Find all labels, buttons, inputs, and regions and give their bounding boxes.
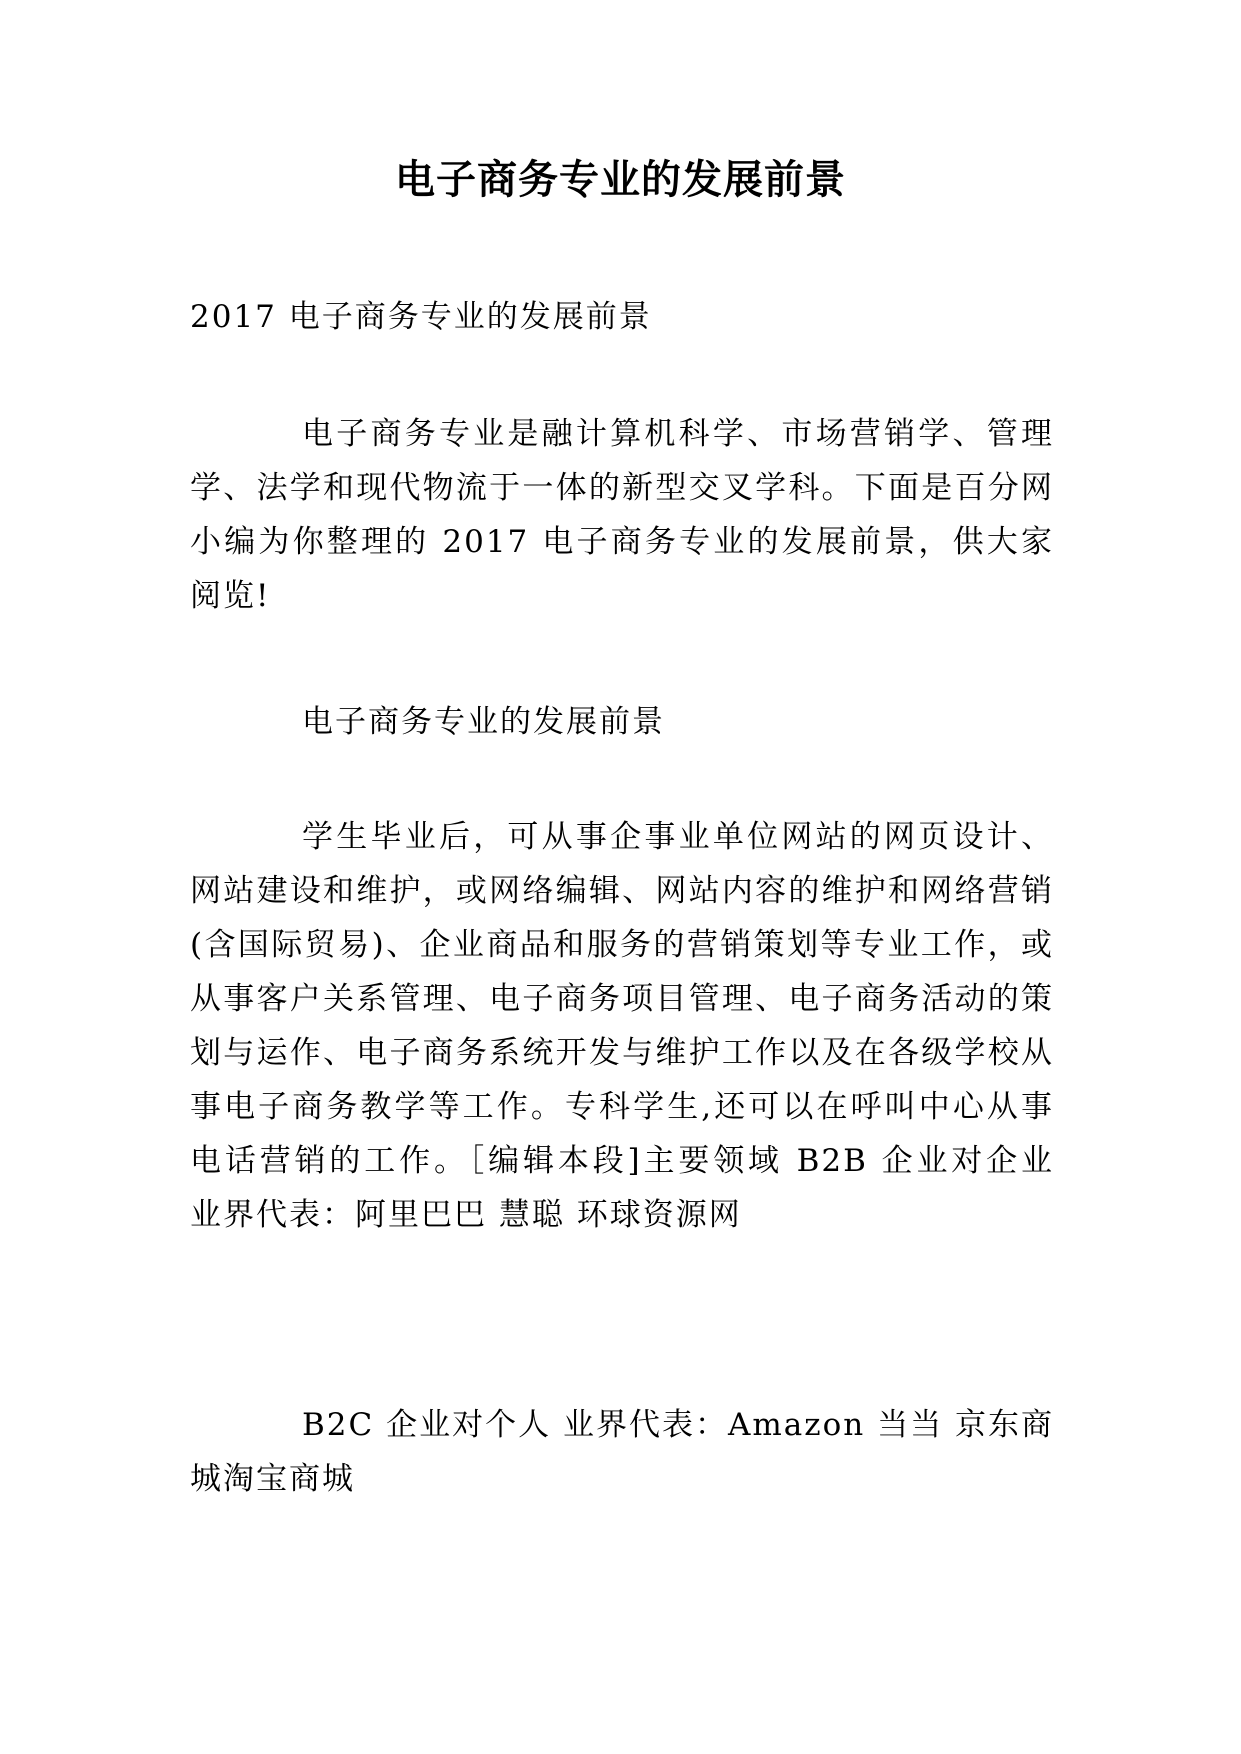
intro-paragraph: 电子商务专业是融计算机科学、市场营销学、管理学、法学和现代物流于一体的新型交叉学科。下面是百分网小编为你整理的 2017 电子商务专业的发展前景，供大家阅览! (190, 416, 1054, 614)
body-paragraph: 学生毕业后，可从事企事业单位网站的网页设计、网站建设和维护，或网络编辑、网站内容的维护和网络营销(含国际贸易)、企业商品和服务的营销策划等专业工作，或从事客户关系管理、电子商务项目管理、电子商务活动的策划与运作、电子商务系统开发与维护工作以及在各级学校从事电子商务教学等工作。专科学生,还可以在呼叫中心从事电话营销的工作。［编辑本段]主要领域 B2B 企业对企业 业界代表：阿里巴巴 慧聪 环球资源网 (190, 819, 1054, 1233)
document-title: 电子商务专业的发展前景 (395, 157, 846, 203)
document-subtitle: 2017 电子商务专业的发展前景 (190, 299, 652, 335)
b2c-paragraph: B2C 企业对个人 业界代表：Amazon 当当 京东商城淘宝商城 (190, 1407, 1054, 1497)
section-heading: 电子商务专业的发展前景 (302, 704, 665, 740)
